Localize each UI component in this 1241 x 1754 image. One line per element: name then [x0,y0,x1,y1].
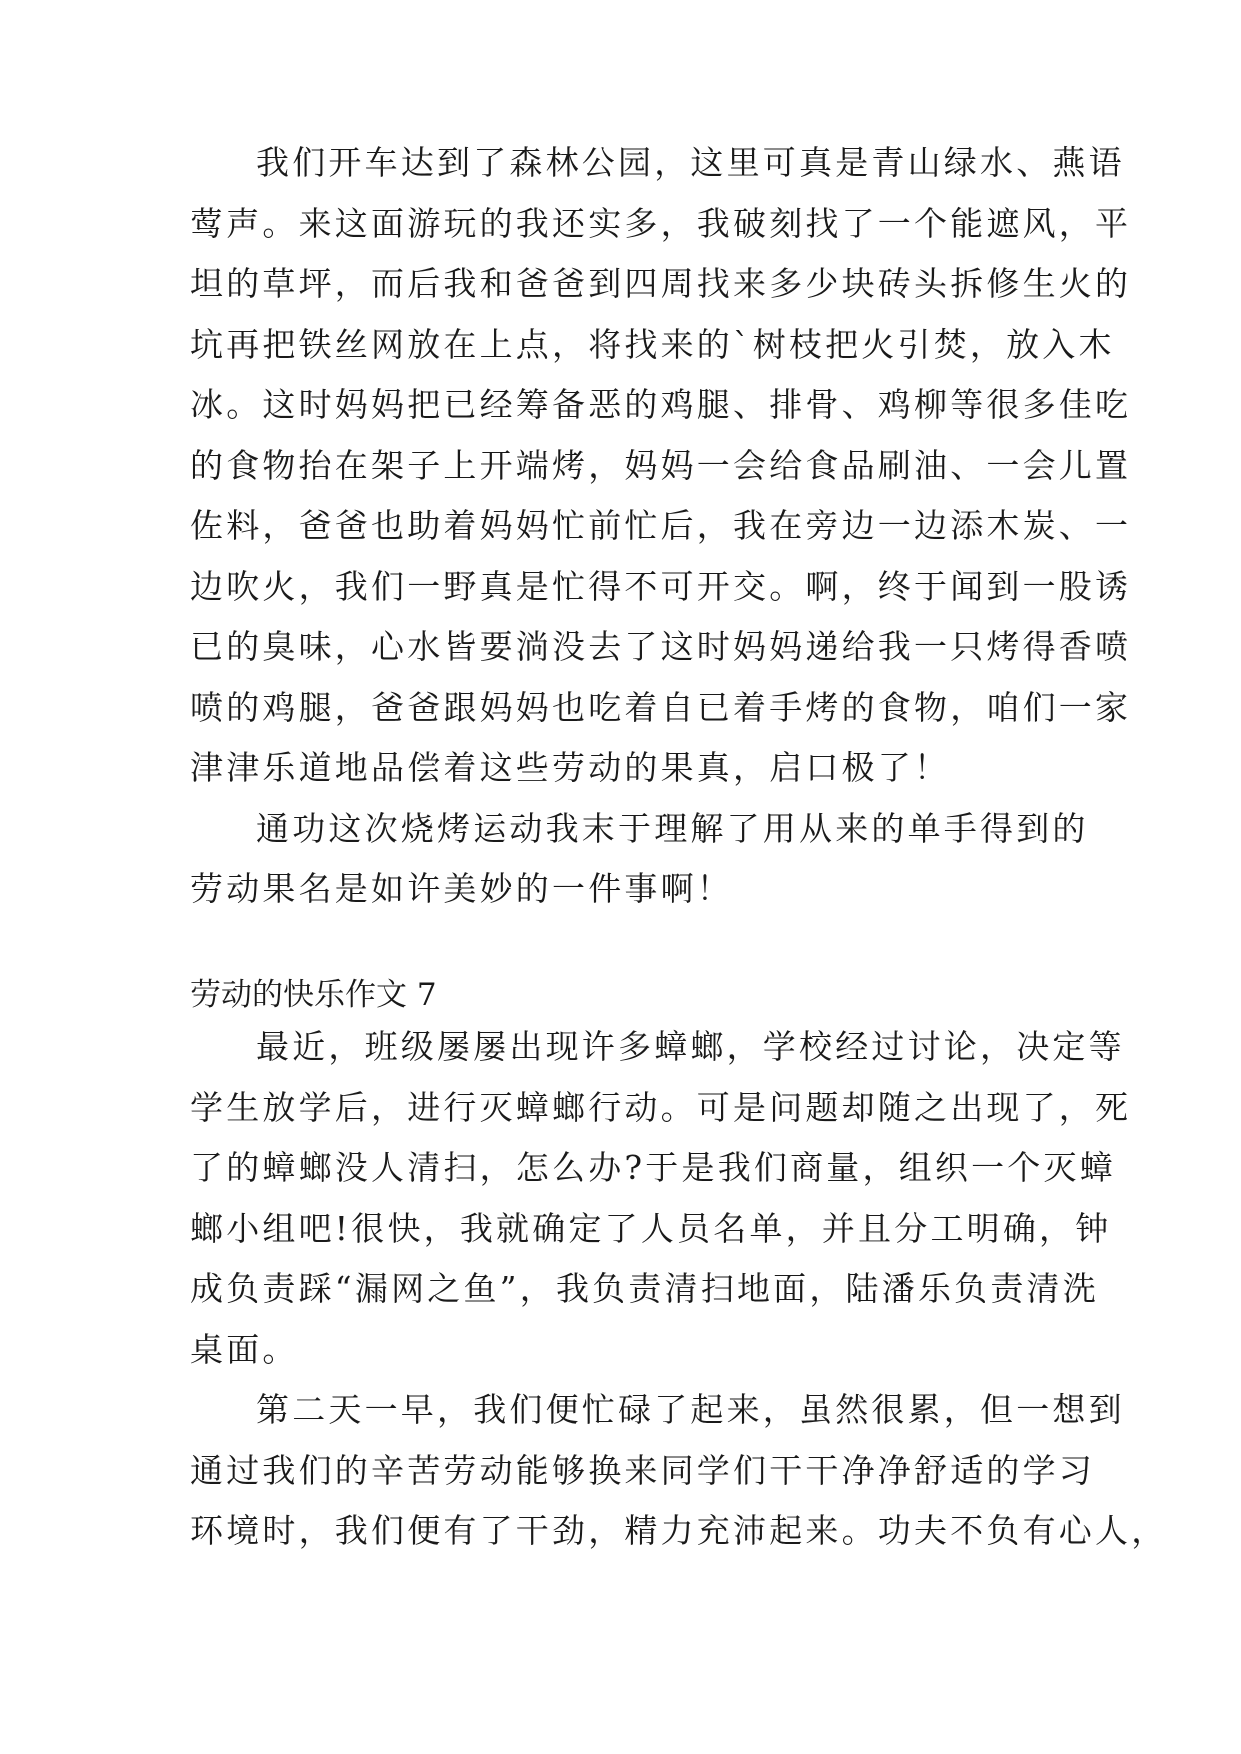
paragraph-bbq [190,133,1132,799]
text-line: 冰。这时妈妈把已经筹备恶的鸡腿、排骨、鸡柳等很多佳吃 [190,385,1132,424]
text-line: 边吹火，我们一野真是忙得不可开交。啊，终于闻到一股诱 [190,566,1132,606]
text-line: 最近，班级屡屡出现许多蟑螂，学校经过讨论，决定等 [256,1027,1125,1066]
paragraph-conclusion [190,799,1089,920]
text-line: 莺声。来这面游玩的我还实多，我破刻找了一个能遮风，平 [190,203,1132,243]
text-line: 通功这次烧烤运动我末于理解了用从来的单手得到的 [256,808,1089,848]
text-line: 螂小组吧!很快，我就确定了人员名单，并且分工明确，钟 [190,1208,1112,1248]
paragraph-cockroach [190,1017,1132,1380]
text-line: 通过我们的辛苦劳动能够换来同学们干干净净舒适的学习 [190,1450,1095,1490]
essay-body-top [190,133,1132,920]
text-line: 环境时，我们便有了干劲，精力充沛起来。功夫不负有心人， [190,1511,1168,1550]
text-line: 桌面。 [190,1329,299,1369]
text-line: 坦的草坪，而后我和爸爸到四周找来多少块砖头拆修生火的 [190,264,1132,303]
text-line: 津津乐道地品偿着这些劳动的果真，启口极了！ [190,748,951,787]
text-line: 了的蟑螂没人清扫，怎么办?于是我们商量，组织一个灭蟑 [190,1148,1116,1187]
paragraph-next-day [190,1380,1168,1562]
essay-heading: 劳动的快乐作文 7 [190,977,437,1013]
essay-body-bottom [190,1017,1168,1562]
text-line: 成负责踩“漏网之鱼”，我负责清扫地面，陆潘乐负责清洗 [190,1269,1099,1308]
text-line: 我们开车达到了森林公园，这里可真是青山绿水、燕语 [256,143,1125,182]
text-line: 已的臭味，心水皆要淌没去了这时妈妈递给我一只烤得香喷 [190,627,1132,666]
text-line: 劳动果名是如许美妙的一件事啊！ [190,869,733,908]
text-line: 学生放学后，进行灭蟑螂行动。可是问题却随之出现了，死 [190,1087,1132,1127]
text-line: 喷的鸡腿，爸爸跟妈妈也吃着自已着手烤的食物，咱们一家 [190,687,1132,727]
text-line: 佐料，爸爸也助着妈妈忙前忙后，我在旁边一边添木炭、一 [190,506,1132,545]
text-line: 的食物抬在架子上开端烤，妈妈一会给食品刷油、一会儿置 [190,445,1132,485]
text-line: 坑再把铁丝网放在上点，将找来的`树枝把火引焚，放入木 [190,324,1115,364]
text-line: 第二天一早，我们便忙碌了起来，虽然很累，但一想到 [256,1390,1125,1429]
